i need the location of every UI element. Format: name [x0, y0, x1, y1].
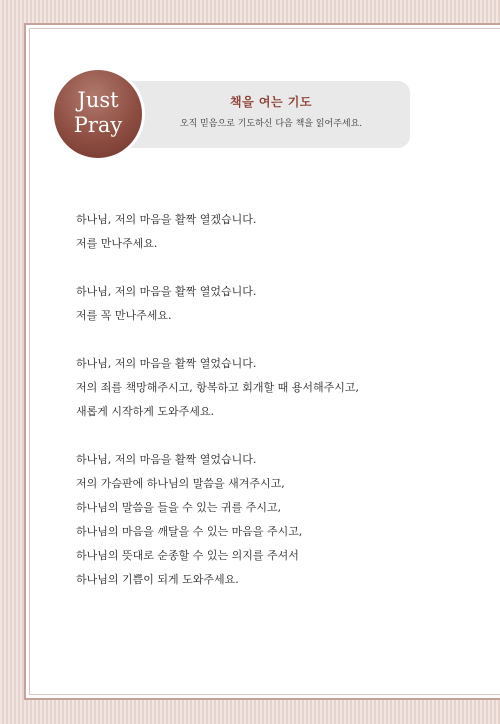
prayer-line: 하나님, 저의 마음을 활짝 열었습니다.	[76, 453, 257, 466]
prayer-line: 하나님의 마음을 깨달을 수 있는 마음을 주시고,	[76, 525, 303, 538]
prayer-line: 새롭게 시작하게 도와주세요.	[76, 405, 215, 418]
prayer-line: 하나님의 말씀을 들을 수 있는 귀를 주시고,	[76, 501, 282, 514]
prayer-stanza	[76, 352, 406, 424]
prayer-line: 하나님의 기쁨이 되게 도와주세요.	[76, 573, 239, 586]
prayer-stanza	[76, 280, 406, 328]
prayer-line: 저를 꼭 만나주세요.	[76, 309, 172, 322]
prayer-body	[76, 208, 406, 616]
prayer-line: 저를 만나주세요.	[76, 237, 158, 250]
prayer-line: 하나님, 저의 마음을 활짝 열겠습니다.	[76, 213, 257, 226]
prayer-line: 하나님의 뜻대로 순종할 수 있는 의지를 주셔서	[76, 549, 299, 562]
logo-text-just: Just	[77, 88, 119, 112]
prayer-line: 저의 가슴판에 하나님의 말씀을 새겨주시고,	[76, 477, 285, 490]
prayer-line: 하나님, 저의 마음을 활짝 열었습니다.	[76, 357, 257, 370]
prayer-line: 하나님, 저의 마음을 활짝 열었습니다.	[76, 285, 257, 298]
logo-text-pray: Pray	[73, 113, 123, 137]
page-title: 책을 여는 기도	[230, 95, 312, 109]
page-subtitle: 오직 믿음으로 기도하신 다음 책을 읽어주세요.	[179, 119, 363, 129]
prayer-stanza	[76, 208, 406, 256]
prayer-stanza	[76, 448, 406, 592]
prayer-line: 저의 죄를 책망해주시고, 항복하고 회개할 때 용서해주시고,	[76, 381, 359, 394]
just-pray-logo	[54, 70, 142, 158]
header-banner	[109, 81, 410, 148]
